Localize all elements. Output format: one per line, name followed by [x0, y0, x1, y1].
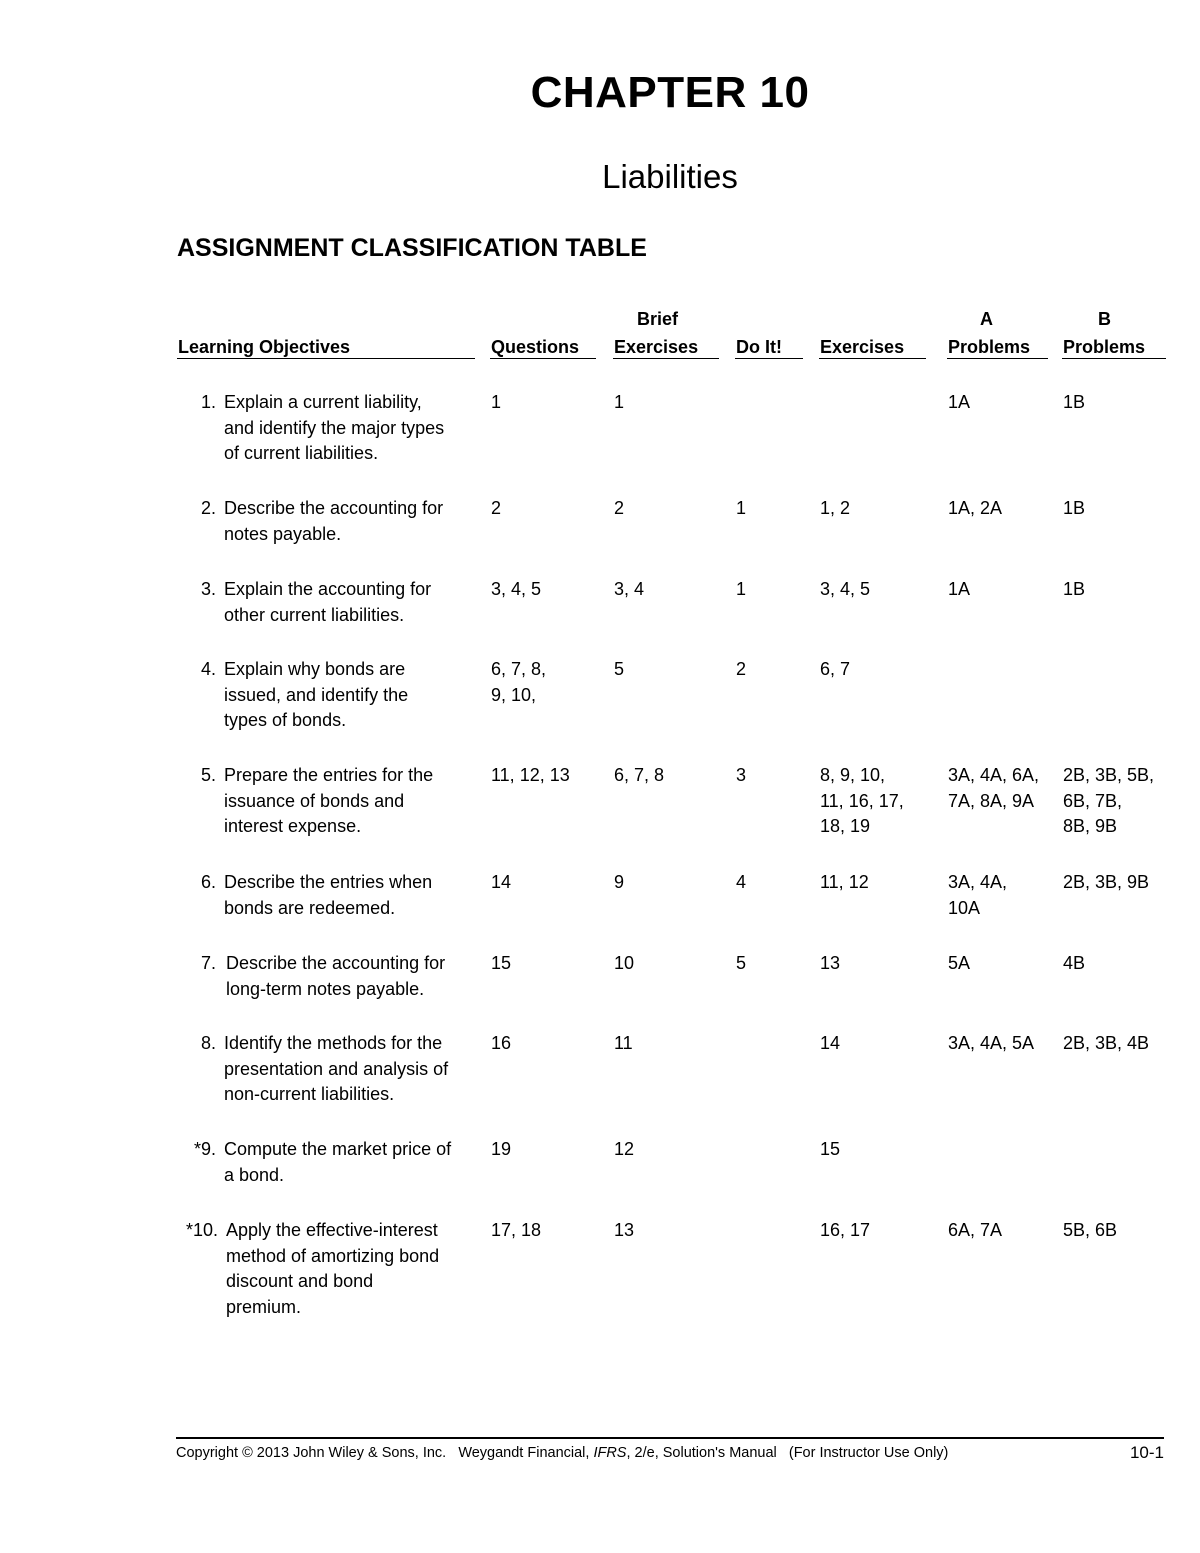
brief-exercises-cell: 1	[614, 392, 625, 412]
do-it-cell: 4	[736, 872, 747, 892]
objective-number: 8.	[200, 1033, 216, 1053]
footer-rule	[176, 1437, 1164, 1439]
a-problems-cell: 1A	[948, 579, 971, 599]
header-brief-exercises: Exercises	[614, 337, 699, 357]
objective-number: 5.	[200, 765, 216, 785]
exercises-cell: 15	[820, 1139, 841, 1159]
objective-text: Describe the accounting for long-term notes payable.	[226, 953, 446, 999]
brief-exercises-cell: 12	[614, 1139, 635, 1159]
header-a-top: A	[980, 309, 993, 329]
header-rule	[947, 358, 1048, 359]
footer-book-title: Weygandt Financial,	[458, 1445, 590, 1461]
header-questions: Questions	[491, 337, 580, 357]
brief-exercises-cell: 9	[614, 872, 625, 892]
questions-cell: 2	[491, 498, 502, 518]
exercises-cell: 13	[820, 953, 841, 973]
objective-number: *9.	[193, 1139, 216, 1159]
header-b-problems: Problems	[1063, 337, 1146, 357]
header-rule	[735, 358, 803, 359]
questions-cell: 3, 4, 5	[491, 579, 542, 599]
b-problems-cell: 2B, 3B, 4B	[1063, 1033, 1150, 1053]
header-rule	[1062, 358, 1166, 359]
objective-text: Prepare the entries for the issuance of bonds and interest expense.	[224, 765, 434, 836]
b-problems-cell: 1B	[1063, 579, 1086, 599]
brief-exercises-cell: 11	[614, 1033, 633, 1053]
objective-number: 1.	[200, 392, 216, 412]
exercises-cell: 14	[820, 1033, 841, 1053]
exercises-cell: 16, 17	[820, 1220, 871, 1240]
objective-text: Compute the market price of a bond.	[224, 1139, 452, 1185]
objective-number: *10.	[185, 1220, 218, 1240]
do-it-cell: 1	[736, 579, 747, 599]
header-rule	[819, 358, 926, 359]
objective-text: Explain a current liability, and identify the major types of current liabilities.	[224, 392, 445, 463]
header-rule	[613, 358, 719, 359]
do-it-cell: 1	[736, 498, 747, 518]
header-do-it: Do It!	[736, 337, 782, 357]
b-problems-cell: 5B, 6B	[1063, 1220, 1118, 1240]
chapter-title: CHAPTER 10	[530, 68, 810, 117]
questions-cell: 15	[491, 953, 512, 973]
brief-exercises-cell: 2	[614, 498, 625, 518]
questions-cell: 16	[491, 1033, 512, 1053]
a-problems-cell: 3A, 4A, 6A, 7A, 8A, 9A	[948, 765, 1040, 811]
objective-text: Explain why bonds are issued, and identify the types of bonds.	[224, 659, 409, 730]
do-it-cell: 5	[736, 953, 747, 973]
header-rule	[490, 358, 596, 359]
brief-exercises-cell: 5	[614, 659, 625, 679]
a-problems-cell: 3A, 4A, 10A	[948, 872, 1008, 918]
objective-text: Identify the methods for the presentation and analysis of non-current liabilities.	[224, 1033, 449, 1104]
brief-exercises-cell: 6, 7, 8	[614, 765, 665, 785]
b-problems-cell: 4B	[1063, 953, 1086, 973]
header-rule	[177, 358, 475, 359]
brief-exercises-cell: 10	[614, 953, 635, 973]
footer-text	[176, 1445, 948, 1461]
objective-text: Describe the entries when bonds are redeemed.	[224, 872, 433, 918]
b-problems-cell: 2B, 3B, 5B, 6B, 7B, 8B, 9B	[1063, 765, 1155, 836]
exercises-cell: 11, 12	[820, 872, 869, 892]
brief-exercises-cell: 13	[614, 1220, 635, 1240]
b-problems-cell: 1B	[1063, 392, 1086, 412]
footer-book-ifrs: IFRS	[593, 1445, 627, 1461]
header-a-problems: Problems	[948, 337, 1031, 357]
a-problems-cell: 1A	[948, 392, 971, 412]
objective-number: 3.	[200, 579, 216, 599]
objective-number: 7.	[200, 953, 216, 973]
a-problems-cell: 5A	[948, 953, 971, 973]
header-exercises: Exercises	[820, 337, 905, 357]
objective-text: Apply the effective-interest method of amortizing bond discount and bond premium.	[226, 1220, 440, 1317]
exercises-cell: 6, 7	[820, 659, 851, 679]
b-problems-cell: 2B, 3B, 9B	[1063, 872, 1150, 892]
objective-number: 6.	[200, 872, 216, 892]
objective-text: Explain the accounting for other current liabilities.	[224, 579, 432, 625]
objective-number: 4.	[200, 659, 216, 679]
questions-cell: 19	[491, 1139, 512, 1159]
exercises-cell: 3, 4, 5	[820, 579, 871, 599]
footer-copyright: Copyright © 2013 John Wiley & Sons, Inc.	[176, 1445, 447, 1461]
a-problems-cell: 6A, 7A	[948, 1220, 1003, 1240]
exercises-cell: 1, 2	[820, 498, 851, 518]
do-it-cell: 3	[736, 765, 747, 785]
section-heading: ASSIGNMENT CLASSIFICATION TABLE	[177, 234, 647, 262]
b-problems-cell: 1B	[1063, 498, 1086, 518]
footer-note: (For Instructor Use Only)	[788, 1445, 949, 1461]
questions-cell: 1	[491, 392, 502, 412]
questions-cell: 17, 18	[491, 1220, 542, 1240]
do-it-cell: 2	[736, 659, 747, 679]
objective-text: Describe the accounting for notes payable.	[224, 498, 444, 544]
questions-cell: 11, 12, 13	[491, 765, 570, 785]
questions-cell: 6, 7, 8, 9, 10,	[491, 659, 547, 705]
header-brief-top: Brief	[637, 309, 679, 329]
brief-exercises-cell: 3, 4	[614, 579, 645, 599]
header-learning-objectives: Learning Objectives	[178, 337, 351, 357]
a-problems-cell: 1A, 2A	[948, 498, 1003, 518]
header-b-top: B	[1098, 309, 1111, 329]
exercises-cell: 8, 9, 10, 11, 16, 17, 18, 19	[820, 765, 904, 836]
footer-book-edition: , 2/e, Solution's Manual	[626, 1445, 777, 1461]
questions-cell: 14	[491, 872, 512, 892]
page-number: 10-1	[1129, 1443, 1164, 1462]
chapter-subtitle: Liabilities	[602, 158, 738, 195]
objective-number: 2.	[200, 498, 216, 518]
a-problems-cell: 3A, 4A, 5A	[948, 1033, 1035, 1053]
